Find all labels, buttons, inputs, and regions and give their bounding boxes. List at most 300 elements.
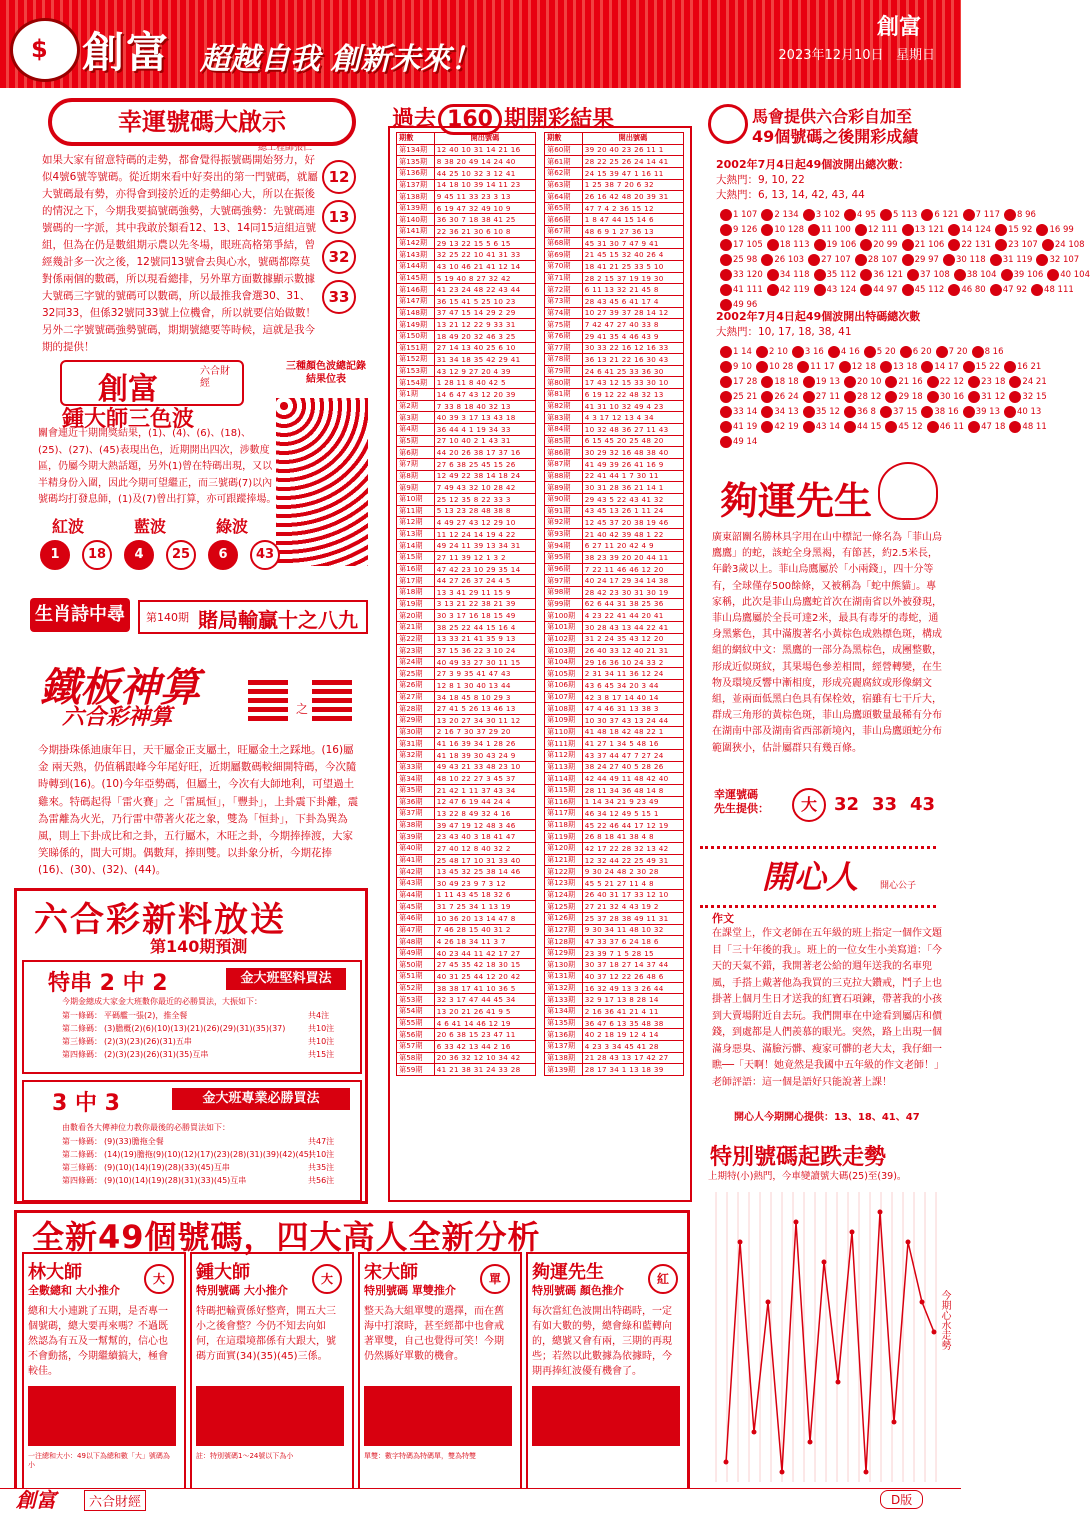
results-row (397, 784, 536, 796)
macau-count: 45 12 (898, 422, 923, 432)
results-numbers: 38 23 39 20 20 44 11 (582, 552, 683, 564)
macau-count: 16 21 (1017, 362, 1042, 372)
results-row (545, 656, 684, 668)
liuhe-title: 六合彩新料放送 (34, 900, 286, 940)
results-numbers: 27 40 12 8 40 32 2 (434, 843, 535, 855)
results-period: 第94期 (545, 540, 583, 552)
results-period: 第37期 (397, 808, 435, 820)
results-numbers: 38 38 17 41 10 36 5 (434, 982, 535, 994)
results-row (397, 365, 536, 377)
results-row (397, 924, 536, 936)
number-ball-icon (860, 284, 872, 296)
results-row (397, 249, 536, 261)
results-row (545, 249, 684, 261)
number-ball-icon (948, 239, 960, 251)
master-name: 宋大師 (364, 1262, 418, 1283)
results-row (545, 156, 684, 168)
results-period: 第82期 (545, 400, 583, 412)
results-numbers: 37 47 15 14 29 2 29 (434, 307, 535, 319)
master-name: 夠運先生 (532, 1262, 604, 1283)
number-ball-icon (948, 224, 960, 236)
results-row (397, 412, 536, 424)
number-ball-icon (803, 406, 815, 418)
tech1-intro: 今期金總成大家金大班數你最近的必勝買法，大振如下： (62, 997, 262, 1006)
results-period: 第141期 (397, 226, 435, 238)
results-numbers: 9 30 24 48 2 30 28 (582, 866, 683, 878)
results-period: 第93期 (545, 528, 583, 540)
number-ball-icon (990, 284, 1002, 296)
results-numbers: 28 43 45 6 41 17 4 (582, 295, 683, 307)
trend-point (794, 1220, 799, 1225)
macau-count: 6 20 (912, 347, 932, 357)
macau-count: 43 14 (815, 422, 841, 432)
number-ball-icon (814, 239, 826, 251)
results-numbers: 46 34 12 49 5 15 1 (582, 808, 683, 820)
results-numbers: 28 22 25 26 24 14 41 (582, 156, 683, 168)
macau-count: 46 11 (939, 422, 965, 432)
results-row (397, 843, 536, 855)
results-period: 第88期 (545, 470, 583, 482)
number-ball-icon (756, 361, 768, 373)
results-numbers: 31 2 24 35 43 12 20 (582, 633, 683, 645)
results-numbers: 40 49 33 27 30 11 15 (434, 656, 535, 668)
results-row (545, 202, 684, 214)
liuhe-issue: 第140期預測 (150, 937, 248, 956)
results-row (397, 1006, 536, 1018)
results-row (545, 144, 684, 156)
results-row (545, 179, 684, 191)
number-ball-icon (1036, 224, 1048, 236)
results-numbers: 41 49 39 26 41 16 9 (582, 458, 683, 470)
results-numbers: 39 47 19 12 48 3 46 (434, 819, 535, 831)
results-period: 第76期 (545, 330, 583, 342)
macau-count: 43 124 (826, 285, 857, 295)
macau-count: 28 12 (857, 392, 882, 402)
number-ball-icon (943, 254, 955, 266)
master-text: 特碼把輸賣係好整齊，開五大三小之後會整？今仍不知去向如何，在這環境都係有大跟大，號碼方面實(34)(35)(45)三係。 (196, 1306, 336, 1362)
results-period: 第148期 (397, 307, 435, 319)
results-numbers: 49 43 21 33 48 23 10 (434, 761, 535, 773)
number-ball-icon (995, 224, 1007, 236)
number-ball-icon (844, 376, 856, 388)
results-period: 第130期 (545, 959, 583, 971)
results-numbers: 26 40 31 17 33 12 10 (582, 889, 683, 901)
results-numbers: 6 27 11 20 42 4 9 (582, 540, 683, 552)
macau-title-1: 馬會提供六合彩自加至 (752, 107, 913, 126)
results-period: 第153期 (397, 365, 435, 377)
results-numbers: 1 25 38 7 20 6 32 (582, 179, 683, 191)
results-period: 第100期 (545, 610, 583, 622)
macau-count: 26 24 (774, 392, 799, 402)
macau-count: 22 131 (961, 240, 992, 250)
tech-row-name: 第二條碼： (62, 1150, 102, 1159)
results-row (545, 377, 684, 389)
macau-count: 12 111 (867, 225, 898, 235)
results-row (397, 715, 536, 727)
tieban-subtitle: 六合彩神算 (62, 705, 173, 730)
number-ball-icon (720, 436, 732, 448)
results-period: 第27期 (397, 691, 435, 703)
results-numbers: 13 20 27 34 30 11 12 (434, 715, 535, 727)
zhong-ball: 25 (166, 540, 196, 570)
results-row (545, 749, 684, 761)
results-numbers: 7 42 47 27 40 33 8 (582, 319, 683, 331)
tech-row-numbers: (9)(33)膽拖全餐 (104, 1137, 164, 1146)
results-row (397, 540, 536, 552)
results-period: 第2期 (397, 400, 435, 412)
results-period: 第48期 (397, 936, 435, 948)
zhong-ball: 43 (250, 540, 280, 570)
results-period: 第24期 (397, 656, 435, 668)
results-row (397, 261, 536, 273)
number-ball-icon (1036, 254, 1048, 266)
tech-row-cost: 共47注 (308, 1137, 335, 1146)
results-row (397, 1052, 536, 1064)
results-numbers: 2 16 36 41 21 4 11 (582, 1006, 683, 1018)
number-ball-icon (808, 254, 820, 266)
results-period: 第18期 (397, 586, 435, 598)
results-period: 第54期 (397, 1006, 435, 1018)
results-period: 第55期 (397, 1017, 435, 1029)
results-period: 第69期 (545, 249, 583, 261)
number-ball-icon (880, 209, 892, 221)
results-numbers: 10 32 48 36 27 11 43 (582, 424, 683, 436)
results-row (545, 924, 684, 936)
results-period: 第89期 (545, 482, 583, 494)
results-row (397, 586, 536, 598)
results-numbers: 18 49 20 32 46 3 25 (434, 330, 535, 342)
macau-row (716, 345, 1004, 360)
number-ball-icon (963, 406, 975, 418)
results-numbers: 42 17 22 28 32 13 42 (582, 843, 683, 855)
results-row (545, 598, 684, 610)
number-ball-icon (1009, 376, 1021, 388)
results-numbers: 43 12 9 27 20 4 39 (434, 365, 535, 377)
macau-count: 10 28 (768, 362, 794, 372)
macau-count: 25 98 (733, 255, 758, 265)
results-period: 第30期 (397, 726, 435, 738)
results-numbers: 12 45 37 20 38 19 46 (582, 517, 683, 529)
macau-count: 21 16 (898, 377, 923, 387)
results-row (397, 284, 536, 296)
macau-count: 46 80 (961, 285, 986, 295)
gua-symbol-lower (312, 680, 352, 724)
macau-count: 4 95 (857, 210, 876, 220)
results-numbers: 18 41 21 25 33 5 10 (582, 261, 683, 273)
trend-chart (706, 1182, 946, 1492)
tech-row-name: 第三條碼： (62, 1037, 102, 1046)
macau-count: 1 14 (733, 347, 752, 357)
shengxiao-poem-box (138, 600, 368, 634)
macau-count: 16 99 (1049, 225, 1074, 235)
number-ball-icon (720, 284, 732, 296)
kaixin-text: 在課堂上，作文老師在五年級的班上指定一個作文題目「三十年後的我」。班上的一位女生小美寫道：「今天的天氣不錯，我開著老公給的週年送我的名車兜風，手搭上戴著他為我買的三克拉大鑽戒，鬥子上也掛著上個月生日才送我的紅寶石項鍊，帶著我的小孩到大賣場附近自去玩。我們開車在中途看到屬店和價錢，到處都是人們羨慕的眼光。突然，路上出現一個滿身惡臭、滿臉污髒、瘦家可髒的老大太，我仔細一瞧──「天啊！她竟然是我國中五年級的作文老師！」老師評語：這一個是語好只能說著上課！ (712, 928, 942, 1088)
number-ball-icon (720, 224, 732, 236)
results-period: 第75期 (545, 319, 583, 331)
tech-row-numbers: (9)(10)(14)(19)(28)(33)(45)互串 (104, 1163, 230, 1172)
macau-count: 31 119 (1002, 255, 1033, 265)
results-numbers: 30 33 22 16 12 16 33 (582, 342, 683, 354)
results-numbers: 17 43 12 15 33 30 10 (582, 377, 683, 389)
results-period: 第110期 (545, 726, 583, 738)
results-numbers: 5 13 23 28 48 38 8 (434, 505, 535, 517)
results-period: 第1期 (397, 389, 435, 401)
number-ball-icon (1004, 361, 1016, 373)
macau-count: 7 20 (948, 347, 968, 357)
results-row (397, 738, 536, 750)
master-note: 一注總和大小：49以下為總和數「大」號碼為小 (28, 1452, 170, 1469)
number-ball-icon (761, 406, 773, 418)
corner-brand: 創富 (876, 15, 921, 40)
results-period: 第53期 (397, 994, 435, 1006)
results-period: 第115期 (545, 784, 583, 796)
results-numbers: 41 21 38 31 24 33 28 (434, 1064, 535, 1076)
trend-point (920, 1300, 925, 1305)
results-row (397, 610, 536, 622)
results-period: 第66期 (545, 214, 583, 226)
results-row (545, 319, 684, 331)
results-numbers: 34 18 45 8 10 29 3 (434, 691, 535, 703)
results-period: 第121期 (545, 854, 583, 866)
results-period: 第22期 (397, 633, 435, 645)
results-header-numbers: 開出號碼 (582, 133, 683, 145)
results-row (397, 912, 536, 924)
results-row (397, 598, 536, 610)
macau-sec1 (716, 156, 1090, 313)
masters-title: 全新49個號碼，四大高人全新分析 (32, 1218, 541, 1256)
trend-subtitle: 上期特(小)熱門，今車變讀號大碼(25)至(39)。 (708, 1171, 907, 1182)
results-period: 第16期 (397, 563, 435, 575)
number-ball-icon (880, 406, 892, 418)
results-row (397, 319, 536, 331)
macau-count: 3 102 (815, 210, 841, 220)
results-row (397, 621, 536, 633)
number-ball-icon (860, 239, 872, 251)
results-period: 第136期 (397, 167, 435, 179)
results-period: 第9期 (397, 482, 435, 494)
results-period: 第106期 (545, 680, 583, 692)
results-period: 第41期 (397, 854, 435, 866)
results-numbers: 36 13 21 22 16 30 43 (582, 354, 683, 366)
number-ball-icon (927, 376, 939, 388)
results-period: 第147期 (397, 295, 435, 307)
results-numbers: 25 48 17 10 31 33 40 (434, 854, 535, 866)
results-period: 第90期 (545, 493, 583, 505)
tech-row-numbers: (3)膽概(2)(6)(10)(13)(21)(26)(29)(31)(35)(37) (104, 1024, 286, 1033)
results-numbers: 44 20 26 38 17 37 16 (434, 447, 535, 459)
results-period: 第78期 (545, 354, 583, 366)
results-numbers: 45 5 21 27 11 4 8 (582, 878, 683, 890)
results-row (545, 540, 684, 552)
macau-title-2: 49個號碼之後開彩成績 (752, 127, 919, 146)
results-period: 第118期 (545, 819, 583, 831)
macau-row (716, 223, 1074, 238)
results-row (397, 878, 536, 890)
master-type: 特別號碼 單雙推介 (364, 1284, 456, 1297)
results-row (397, 994, 536, 1006)
results-row (545, 959, 684, 971)
results-row (397, 179, 536, 191)
results-period: 第29期 (397, 715, 435, 727)
results-period: 第120期 (545, 843, 583, 855)
results-row (545, 424, 684, 436)
results-period: 第73期 (545, 295, 583, 307)
results-period: 第32期 (397, 749, 435, 761)
results-numbers: 36 30 7 18 38 41 25 (434, 214, 535, 226)
kaixin-title: 開心人 (762, 858, 859, 896)
results-numbers: 38 25 22 44 15 16 4 (434, 621, 535, 633)
tech-row-numbers: (14)(19)膽拖(9)(10)(12)(17)(23)(28)(31)(39)(42)(45) (104, 1150, 312, 1159)
results-period: 第72期 (545, 284, 583, 296)
number-ball-icon (844, 421, 856, 433)
results-row (397, 156, 536, 168)
results-period: 第15期 (397, 552, 435, 564)
results-row (397, 726, 536, 738)
results-numbers: 29 13 22 15 5 6 15 (434, 237, 535, 249)
tech-row-cost: 共35注 (308, 1163, 335, 1172)
results-numbers: 32 9 17 13 8 28 14 (582, 994, 683, 1006)
master-seal: 紅 (648, 1264, 678, 1294)
results-numbers: 47 33 37 6 24 18 6 (582, 936, 683, 948)
results-numbers: 9 45 11 33 23 3 13 (434, 191, 535, 203)
results-row (545, 982, 684, 994)
results-numbers: 22 41 44 1 7 30 11 (582, 470, 683, 482)
macau-count: 33 120 (733, 270, 763, 280)
trend-point (906, 1240, 911, 1245)
macau-count: 13 121 (914, 225, 945, 235)
results-numbers: 47 7 4 2 36 15 12 (582, 202, 683, 214)
number-ball-icon (936, 346, 948, 358)
number-ball-icon (880, 361, 892, 373)
zhong-ball: 1 (40, 540, 70, 570)
macau-count: 39 13 (975, 407, 1000, 417)
macau-count: 9 126 (733, 225, 758, 235)
macau-count: 27 11 (815, 392, 841, 402)
results-numbers: 10 36 20 13 14 47 8 (434, 912, 535, 924)
results-row (545, 843, 684, 855)
results-row (397, 377, 536, 389)
results-row (397, 1029, 536, 1041)
tech-row-name: 第三條碼： (62, 1163, 102, 1172)
results-numbers: 36 44 4 1 19 34 33 (434, 424, 535, 436)
results-row (545, 365, 684, 377)
results-period: 第47期 (397, 924, 435, 936)
master-name: 林大師 (28, 1262, 82, 1283)
results-numbers: 25 12 35 8 22 33 3 (434, 493, 535, 505)
results-period: 第34期 (397, 773, 435, 785)
macau-count: 32 107 (1049, 255, 1080, 265)
number-ball-icon (814, 284, 826, 296)
results-row (397, 668, 536, 680)
number-ball-icon (761, 254, 773, 266)
results-row (397, 691, 536, 703)
results-row (545, 866, 684, 878)
results-period: 第128期 (545, 936, 583, 948)
results-row (545, 330, 684, 342)
results-row (397, 435, 536, 447)
tech2-tag: 金大班專業必勝買法 (172, 1088, 350, 1110)
macau-count: 47 92 (1002, 285, 1028, 295)
tech-row-cost: 共10注 (308, 1150, 335, 1159)
results-period: 第63期 (545, 179, 583, 191)
macau-sec2-big: 大熱門：10, 17, 18, 38, 41 (716, 326, 852, 338)
tech-row-cost: 共4注 (308, 1011, 330, 1020)
results-row (397, 761, 536, 773)
macau-count: 19 106 (826, 240, 857, 250)
macau-count: 20 10 (857, 377, 882, 387)
number-ball-icon (948, 284, 960, 296)
macau-count: 37 15 (892, 407, 918, 417)
results-numbers: 6 11 13 32 21 45 8 (582, 284, 683, 296)
results-numbers: 4 23 22 41 44 20 41 (582, 610, 683, 622)
results-numbers: 13 3 41 29 11 15 9 (434, 586, 535, 598)
results-numbers: 43 10 46 21 41 12 14 (434, 261, 535, 273)
results-row (397, 202, 536, 214)
macau-count: 33 14 (733, 407, 758, 417)
master-text: 總和大小連跳了五期，是否專一個號碼，總大要再來嗎？不過既然認為有五及一幫幫的，信心也不會動搖，今期繼續搞大，極會較佳。 (28, 1306, 168, 1377)
trend-point (752, 1430, 757, 1435)
results-row (545, 726, 684, 738)
results-period: 第95期 (545, 552, 583, 564)
macau-count: 35 12 (815, 407, 841, 417)
results-row (545, 389, 684, 401)
number-ball-icon (1042, 239, 1054, 251)
results-period: 第60期 (545, 144, 583, 156)
results-period: 第149期 (397, 319, 435, 331)
trend-point (864, 1470, 869, 1475)
results-row (545, 715, 684, 727)
results-row (397, 808, 536, 820)
results-period: 第137期 (545, 1040, 583, 1052)
results-row (397, 307, 536, 319)
results-row (397, 819, 536, 831)
macau-count: 38 16 (934, 407, 959, 417)
results-period: 第150期 (397, 330, 435, 342)
results-period: 第114期 (545, 773, 583, 785)
results-row (397, 191, 536, 203)
macau-count: 17 105 (733, 240, 763, 250)
zhong-text: 關會連近十期開獎結果，(1)、(4)、(6)、(18)、(25)、(27)、(45)表現出色，近期開出四次，涉數度區，仍屬今期大熱話題，另外(1)曾在特碼出現，又以半精身份入圍，因此今期可望繼正，而三號碼(7)以內號碼均打發息師，(1)及(7)曾出打算，亦可跟蹤捧場。 (38, 428, 277, 505)
results-numbers: 37 15 36 22 3 10 24 (434, 645, 535, 657)
zhong-label: 紅波 (52, 517, 85, 536)
results-period: 第14期 (397, 540, 435, 552)
results-period: 第5期 (397, 435, 435, 447)
results-row (397, 470, 536, 482)
macau-count: 2 10 (768, 347, 788, 357)
number-ball-icon (720, 269, 732, 281)
results-numbers: 29 16 36 10 24 33 2 (582, 656, 683, 668)
results-period: 第135期 (397, 156, 435, 168)
gouyun-text: 廣東韶關名勝林具字用在山中標記一條名為「菲山烏鷹鷹」的蛇，該蛇全身黑褐，有節甚，約2.5米長，年齡3歲以上。菲山烏鷹屬於「小兩錢」，四十分等有，全球僅存500餘條，又被稱為「蛇中熊貓」。專家稱，此次是菲山烏鷹蛇首次在湖南省以外被發現，菲山烏鷹屬於全長可達2米，最具有毒牙的毒蛇，通身黑紫色，其中滿腹著名小黃棕色成熟標色斑，構成組的網紋中文：黑鷹的一部分為黑棕色，成團整數，形成近似斑紋，其果場色參差相間，經營轉變，在生物及環境反響中漸相度，形成亮麗腐紋或形像網文組，並兩面低黑白色具有保栓效，宿雖有七干斤大，群成三角形的黃棕色斑，菲山烏鷹頭數量最稀有分布在湖南中部及湖南省西部新境內，菲山烏鷹頭蛇分布範圍狹小，估計屬群只有幾百條。 (712, 532, 942, 754)
results-numbers: 27 21 32 4 43 19 2 (582, 901, 683, 913)
results-numbers: 9 30 34 11 48 10 32 (582, 924, 683, 936)
number-ball-icon (792, 346, 804, 358)
results-numbers: 28 11 34 36 48 14 8 (582, 784, 683, 796)
number-ball-icon (902, 254, 914, 266)
number-ball-icon (767, 284, 779, 296)
results-row (545, 703, 684, 715)
results-numbers: 30 37 18 27 14 37 44 (582, 959, 683, 971)
results-row (545, 1040, 684, 1052)
lucky-number-ball: 33 (322, 280, 356, 314)
results-table-right (544, 132, 684, 1076)
results-period: 第12期 (397, 517, 435, 529)
results-period: 第107期 (545, 691, 583, 703)
number-ball-icon (1004, 209, 1016, 221)
results-header-period: 期數 (397, 133, 435, 145)
number-ball-icon (968, 391, 980, 403)
shengxiao-issue: 第140期 (146, 611, 189, 624)
